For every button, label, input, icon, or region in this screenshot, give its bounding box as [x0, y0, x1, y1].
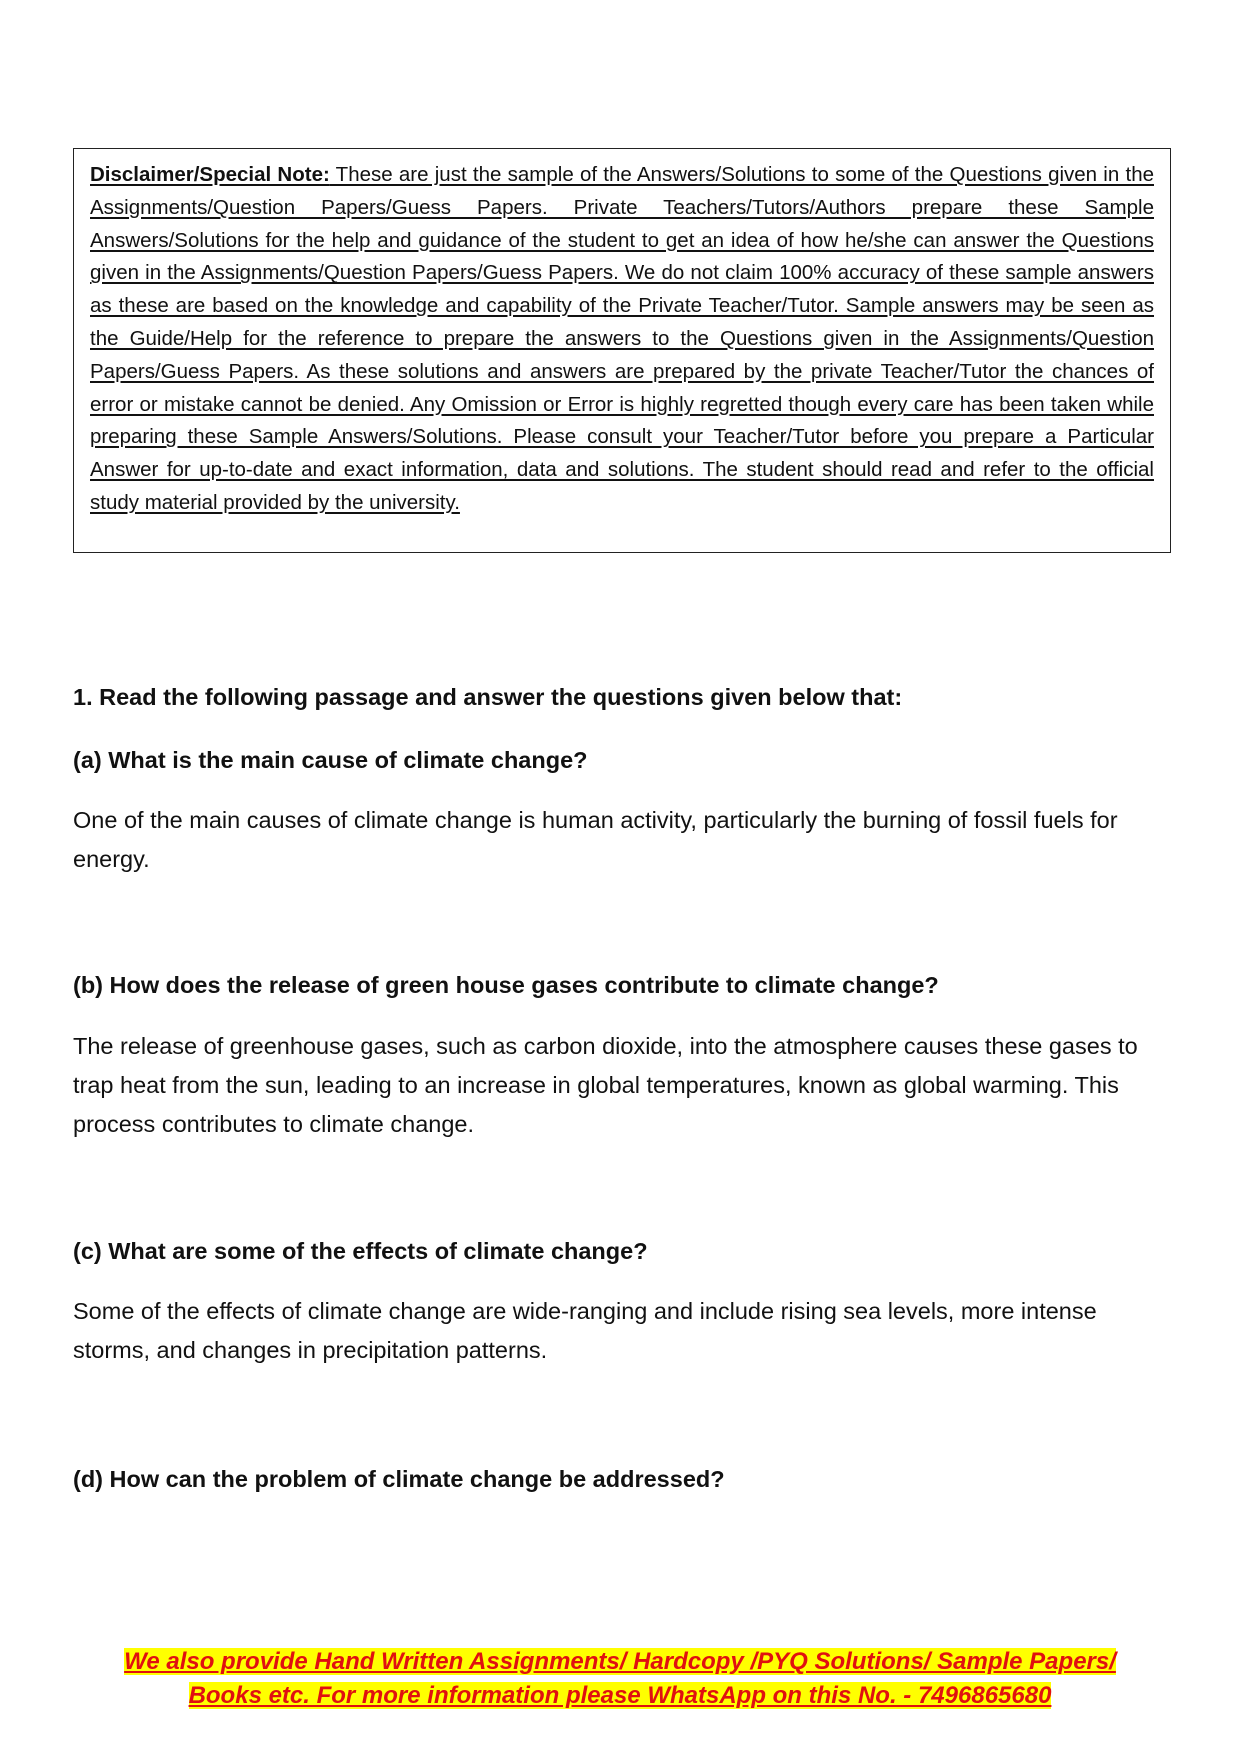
question-title-block — [73, 682, 1173, 712]
question-b-heading: (b) How does the release of green house gases contribute to climate change? — [73, 972, 939, 998]
disclaimer-body: These are just the sample of the Answers/Solutions to some of the Questions given in the Assignments/Question Papers/Guess Papers. Private Teachers/Tutors/Authors prepare these Sample Answers/Solutions for the help and guidance of the student to get an idea of how he/she can answer the Questions given in the Assignments/Question Papers/Guess Papers. We do not claim 100% accuracy of these sample answers as these are based on the knowledge and capability of the Private Teacher/Tutor. Sample answers may be seen as the Guide/Help for the reference to prepare the answers to the Questions given in the Assignments/Question Papers/Guess Papers. As these solutions and answers are prepared by the private Teacher/Tutor the chances of error or mistake cannot be denied. Any Omission or Error is highly regretted though every care has been taken while preparing these Sample Answers/Solutions. Please consult your Teacher/Tutor before you prepare a Particular Answer for up-to-date and exact information, data and solutions. The student should read and refer to the official study material provided by the university. — [90, 163, 1154, 514]
answer-c-text: Some of the effects of climate change are wide-ranging and include rising sea levels, more intense storms, and changes in precipitation patterns. — [73, 1298, 1097, 1363]
question-title: 1. Read the following passage and answer the questions given below that: — [73, 684, 903, 710]
answer-b-text: The release of greenhouse gases, such as carbon dioxide, into the atmosphere causes these gases to trap heat from the sun, leading to an increase in global temperatures, known as global warming. This process contributes to climate change. — [73, 1033, 1138, 1137]
question-c — [73, 1236, 1173, 1266]
question-b — [73, 970, 1173, 1000]
disclaimer-label: Disclaimer/Special Note: — [90, 163, 330, 186]
footer-line-1: We also provide Hand Written Assignments/ Hardcopy /PYQ Solutions/ Sample Papers/ — [124, 1648, 1116, 1675]
question-d-heading: (d) How can the problem of climate change be addressed? — [73, 1466, 725, 1492]
question-c-heading: (c) What are some of the effects of climate change? — [73, 1238, 648, 1264]
question-d — [73, 1464, 1173, 1494]
answer-a-text: One of the main causes of climate change is human activity, particularly the burning of fossil fuels for energy. — [73, 807, 1118, 872]
footer-promo — [80, 1645, 1160, 1713]
disclaimer-box — [73, 148, 1171, 553]
answer-b — [73, 1027, 1173, 1144]
disclaimer-paragraph — [90, 159, 1154, 520]
question-a — [73, 745, 1173, 775]
answer-c — [73, 1292, 1173, 1370]
question-a-heading: (a) What is the main cause of climate change? — [73, 747, 588, 773]
answer-a — [73, 801, 1173, 879]
footer-line-2: Books etc. For more information please WhatsApp on this No. - 7496865680 — [188, 1682, 1052, 1709]
